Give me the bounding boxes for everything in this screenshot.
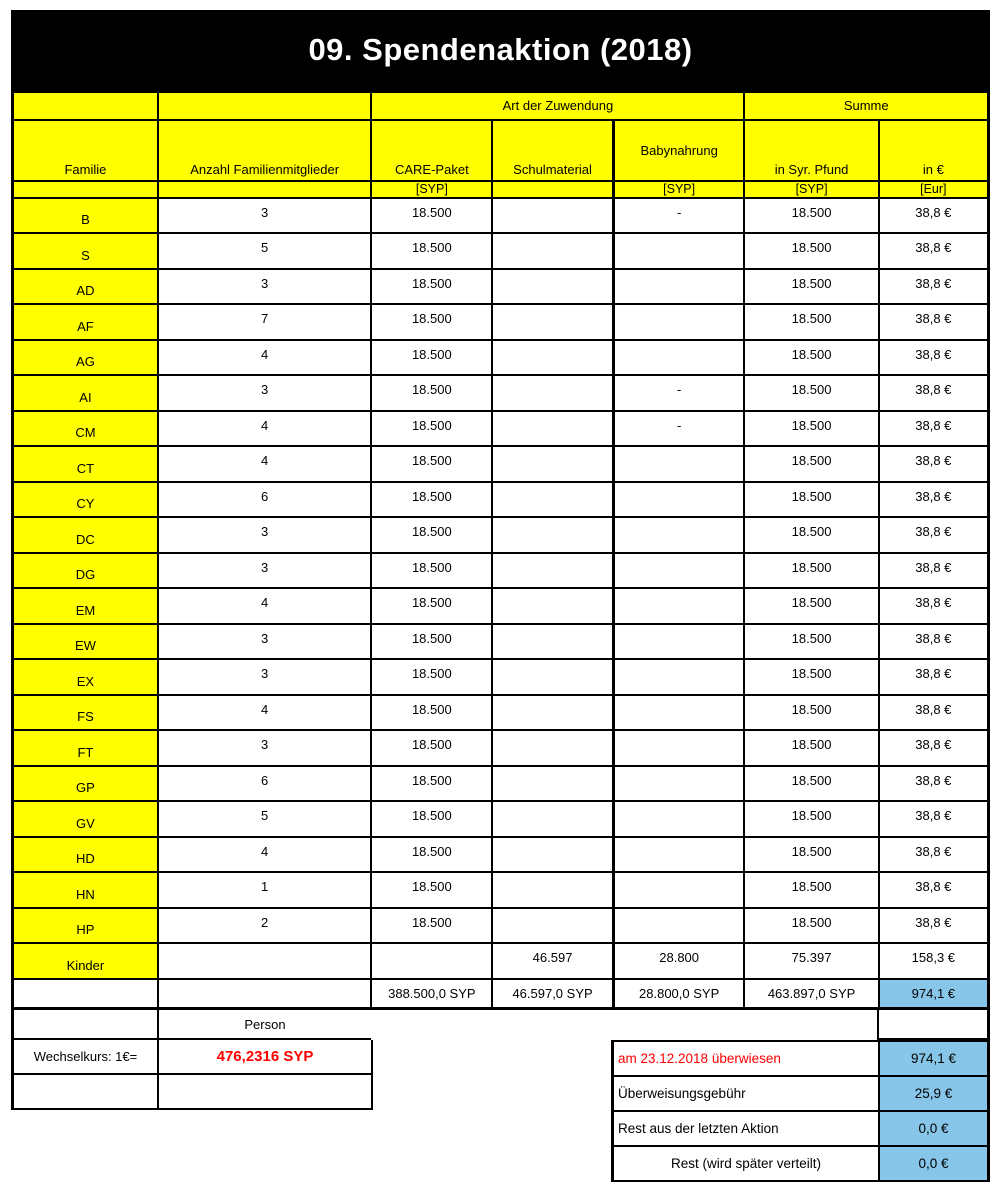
eur-cell: 38,8 € [879,695,989,731]
anzahl-cell: 3 [158,375,371,411]
unit-anzahl [158,181,371,198]
group-header-spacer-familie [13,92,158,120]
anzahl-cell: 5 [158,233,371,269]
title-banner [11,10,990,90]
family-cell: FS [13,695,158,731]
care-cell: 18.500 [371,553,492,589]
transfer-summary-block [611,1040,990,1182]
table-row [13,482,989,518]
eur-cell: 38,8 € [879,198,989,234]
syp-cell: 18.500 [744,766,878,802]
syp-cell: 18.500 [744,446,878,482]
col-header-familie: Familie [13,120,158,181]
table-body [13,198,989,979]
table-row [13,269,989,305]
family-cell: CM [13,411,158,447]
table-row [13,837,989,873]
schul-cell [492,730,613,766]
totals-care-paket: 388.500,0 SYP [371,979,492,1009]
anzahl-cell: 6 [158,766,371,802]
schul-cell [492,588,613,624]
care-cell: 18.500 [371,837,492,873]
totals-euro: 974,1 € [879,979,989,1009]
family-cell: AD [13,269,158,305]
baby-cell: - [613,198,744,234]
care-cell: 18.500 [371,730,492,766]
anzahl-cell: 3 [158,553,371,589]
col-header-anzahl: Anzahl Familienmitglieder [158,120,371,181]
table-row [13,659,989,695]
schul-cell [492,517,613,553]
care-cell [371,943,492,979]
schul-cell [492,908,613,944]
baby-cell [613,730,744,766]
baby-cell [613,304,744,340]
transfer-row [614,1147,990,1182]
syp-cell: 18.500 [744,730,878,766]
care-cell: 18.500 [371,446,492,482]
schul-cell [492,624,613,660]
eur-cell: 38,8 € [879,766,989,802]
eur-cell: 38,8 € [879,375,989,411]
family-cell: GV [13,801,158,837]
anzahl-cell: 3 [158,269,371,305]
care-cell: 18.500 [371,659,492,695]
baby-cell [613,872,744,908]
table-row [13,375,989,411]
syp-cell: 18.500 [744,269,878,305]
eur-cell: 38,8 € [879,517,989,553]
schul-cell [492,872,613,908]
transfer-label: Rest (wird später verteilt) [614,1147,880,1182]
baby-cell [613,766,744,802]
eur-cell: 38,8 € [879,233,989,269]
anzahl-cell: 1 [158,872,371,908]
family-cell: HP [13,908,158,944]
care-cell: 18.500 [371,269,492,305]
care-cell: 18.500 [371,872,492,908]
anzahl-cell: 3 [158,624,371,660]
baby-cell [613,908,744,944]
baby-cell [613,659,744,695]
family-cell: S [13,233,158,269]
family-cell: EM [13,588,158,624]
anzahl-cell: 4 [158,695,371,731]
schul-cell [492,411,613,447]
family-cell: EW [13,624,158,660]
care-cell: 18.500 [371,198,492,234]
syp-cell: 18.500 [744,375,878,411]
baby-cell [613,233,744,269]
eur-cell: 38,8 € [879,411,989,447]
table-row [13,908,989,944]
anzahl-cell: 3 [158,198,371,234]
col-header-babynahrung: Babynahrung [613,120,744,181]
family-cell: HN [13,872,158,908]
family-cell: B [13,198,158,234]
care-cell: 18.500 [371,766,492,802]
syp-cell: 18.500 [744,588,878,624]
baby-cell [613,482,744,518]
col-header-schulmaterial: Schulmaterial [492,120,613,181]
transfer-row [614,1112,990,1147]
transfer-value: 974,1 € [880,1042,990,1077]
table-row [13,304,989,340]
eur-cell: 38,8 € [879,624,989,660]
col-header-care-paket: CARE-Paket [371,120,492,181]
exchange-rate-empty-left-cell [11,1075,159,1110]
schul-cell [492,837,613,873]
schul-cell [492,801,613,837]
eur-cell: 38,8 € [879,340,989,376]
table-row [13,340,989,376]
col-header-euro: in € [879,120,989,181]
exchange-rate-label: Wechselkurs: 1€= [11,1040,159,1075]
schul-cell [492,659,613,695]
table-row [13,730,989,766]
totals-familie-cell [13,979,158,1009]
footer-section [11,1010,990,1185]
family-cell: CT [13,446,158,482]
family-cell: DG [13,553,158,589]
baby-cell: - [613,411,744,447]
family-cell: EX [13,659,158,695]
schul-cell [492,766,613,802]
group-header-spacer-anzahl [158,92,371,120]
family-cell: FT [13,730,158,766]
schul-cell [492,198,613,234]
table-row [13,517,989,553]
table-row [13,801,989,837]
eur-cell: 38,8 € [879,269,989,305]
care-cell: 18.500 [371,517,492,553]
unit-header-row [13,181,989,198]
table-row [13,872,989,908]
baby-cell [613,517,744,553]
schul-cell: 46.597 [492,943,613,979]
unit-schulmaterial [492,181,613,198]
eur-cell: 38,8 € [879,908,989,944]
syp-cell: 18.500 [744,908,878,944]
care-cell: 18.500 [371,624,492,660]
anzahl-cell: 4 [158,837,371,873]
syp-cell: 18.500 [744,624,878,660]
transfer-value: 0,0 € [880,1147,990,1182]
schul-cell [492,233,613,269]
care-cell: 18.500 [371,375,492,411]
table-row [13,446,989,482]
group-header-row [13,92,989,120]
eur-cell: 38,8 € [879,801,989,837]
schul-cell [492,446,613,482]
table-row [13,624,989,660]
syp-cell: 18.500 [744,801,878,837]
totals-syr-pfund: 463.897,0 SYP [744,979,878,1009]
totals-row [13,979,989,1009]
transfer-label: am 23.12.2018 überwiesen [614,1042,880,1077]
syp-cell: 18.500 [744,233,878,269]
anzahl-cell: 3 [158,517,371,553]
schul-cell [492,553,613,589]
syp-cell: 18.500 [744,517,878,553]
baby-cell [613,588,744,624]
transfer-label: Überweisungsgebühr [614,1077,880,1112]
care-cell: 18.500 [371,588,492,624]
table-row [13,198,989,234]
care-cell: 18.500 [371,908,492,944]
anzahl-cell: 5 [158,801,371,837]
table-row [13,695,989,731]
syp-cell: 18.500 [744,198,878,234]
family-cell: AF [13,304,158,340]
anzahl-cell: 4 [158,411,371,447]
unit-babynahrung: [SYP] [613,181,744,198]
eur-cell: 38,8 € [879,872,989,908]
eur-cell: 38,8 € [879,730,989,766]
anzahl-cell: 7 [158,304,371,340]
baby-cell [613,624,744,660]
family-cell: CY [13,482,158,518]
baby-cell [613,340,744,376]
family-cell: AG [13,340,158,376]
schul-cell [492,695,613,731]
syp-cell: 18.500 [744,304,878,340]
transfer-value: 25,9 € [880,1077,990,1112]
baby-cell: - [613,375,744,411]
care-cell: 18.500 [371,801,492,837]
baby-cell [613,801,744,837]
syp-cell: 18.500 [744,482,878,518]
care-cell: 18.500 [371,340,492,376]
syp-cell: 18.500 [744,837,878,873]
care-cell: 18.500 [371,233,492,269]
care-cell: 18.500 [371,411,492,447]
table-row [13,553,989,589]
family-cell: DC [13,517,158,553]
eur-cell: 38,8 € [879,304,989,340]
baby-cell [613,553,744,589]
anzahl-cell: 4 [158,340,371,376]
care-cell: 18.500 [371,695,492,731]
table-row [13,766,989,802]
baby-cell [613,446,744,482]
unit-familie [13,181,158,198]
col-header-syr-pfund: in Syr. Pfund [744,120,878,181]
exchange-rate-empty-value-cell [159,1075,373,1110]
family-cell: Kinder [13,943,158,979]
transfer-row [614,1077,990,1112]
table-row [13,588,989,624]
transfer-row [614,1042,990,1077]
schul-cell [492,482,613,518]
syp-cell: 18.500 [744,872,878,908]
anzahl-cell: 4 [158,588,371,624]
family-cell: HD [13,837,158,873]
syp-cell: 75.397 [744,943,878,979]
table-header [13,92,989,198]
baby-cell [613,837,744,873]
baby-cell [613,695,744,731]
syp-cell: 18.500 [744,411,878,447]
eur-cell: 38,8 € [879,837,989,873]
eur-cell: 38,8 € [879,553,989,589]
syp-cell: 18.500 [744,340,878,376]
syp-cell: 18.500 [744,695,878,731]
syp-cell: 18.500 [744,553,878,589]
anzahl-cell: 3 [158,659,371,695]
family-cell: GP [13,766,158,802]
eur-cell: 38,8 € [879,446,989,482]
schul-cell [492,304,613,340]
totals-babynahrung: 28.800,0 SYP [613,979,744,1009]
eur-cell: 158,3 € [879,943,989,979]
unit-euro: [Eur] [879,181,989,198]
exchange-rate-value: 476,2316 SYP [159,1040,373,1075]
eur-cell: 38,8 € [879,482,989,518]
donation-table [11,90,990,1010]
person-row-right-cell [877,1010,990,1040]
anzahl-cell: 2 [158,908,371,944]
schul-cell [492,269,613,305]
person-row-left-cell [11,1010,159,1040]
unit-syr-pfund: [SYP] [744,181,878,198]
column-header-row [13,120,989,181]
anzahl-cell: 6 [158,482,371,518]
transfer-label: Rest aus der letzten Aktion [614,1112,880,1147]
anzahl-cell: 3 [158,730,371,766]
transfer-value: 0,0 € [880,1112,990,1147]
table-row [13,943,989,979]
table-row [13,411,989,447]
anzahl-cell [158,943,371,979]
person-label: Person [159,1010,371,1040]
schul-cell [492,375,613,411]
baby-cell: 28.800 [613,943,744,979]
care-cell: 18.500 [371,482,492,518]
syp-cell: 18.500 [744,659,878,695]
family-cell: AI [13,375,158,411]
totals-schulmaterial: 46.597,0 SYP [492,979,613,1009]
table-row [13,233,989,269]
anzahl-cell: 4 [158,446,371,482]
eur-cell: 38,8 € [879,659,989,695]
page-title: 09. Spendenaktion (2018) [308,32,693,67]
care-cell: 18.500 [371,304,492,340]
group-header-summe: Summe [744,92,988,120]
schul-cell [492,340,613,376]
totals-anzahl-cell [158,979,371,1009]
baby-cell [613,269,744,305]
unit-care-paket: [SYP] [371,181,492,198]
group-header-art-der-zuwendung: Art der Zuwendung [371,92,744,120]
eur-cell: 38,8 € [879,588,989,624]
